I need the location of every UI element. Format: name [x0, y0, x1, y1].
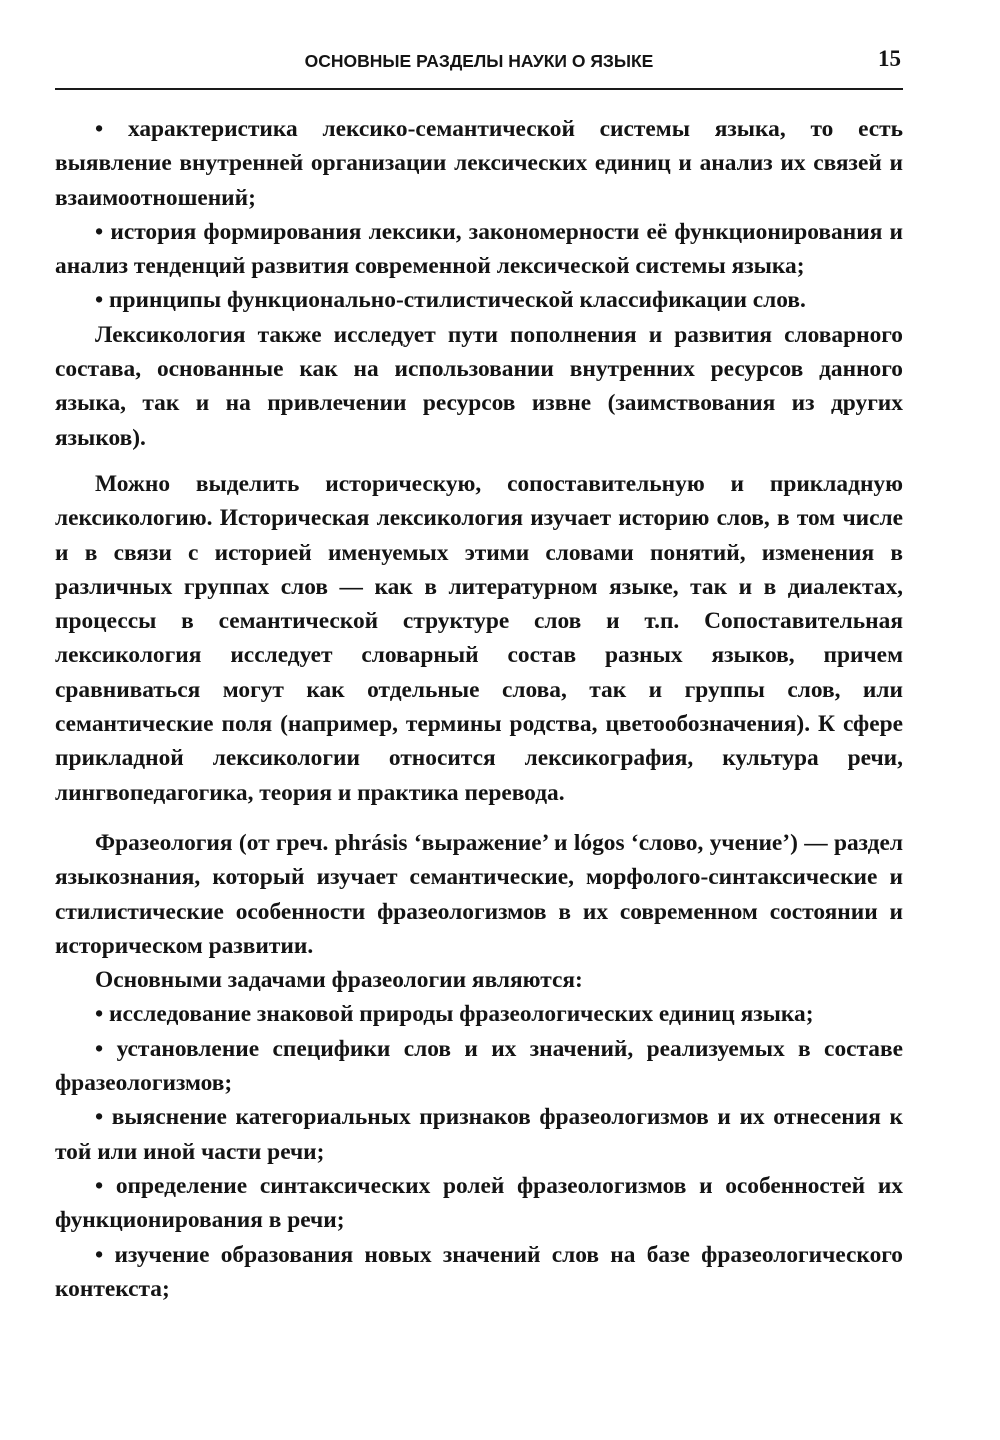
lexicology-bullet-1: • характеристика лексико-семантической системы языка, то есть выявление внутренней организации лексических единиц и анализ их связей и взаимоотношений; [55, 116, 903, 211]
phraseology-task-1: • исследование знаковой природы фразеологических единиц языка; [95, 1001, 814, 1028]
applied-text: лексикологии относится лексикография, культура речи, лингвопедагогика, теория и практика перевода. [55, 745, 903, 806]
paragraph-phraseology-definition [55, 826, 903, 963]
tasks-intro: Основными задачами фразеологии являются: [95, 967, 583, 994]
page-number: 15 [878, 46, 901, 71]
term-comparative: Сопоставительная [704, 608, 903, 635]
running-title: ОСНОВНЫЕ РАЗДЕЛЫ НАУКИ О ЯЗЫКЕ [304, 51, 654, 71]
comparative-text: лексикология исследует словарный состав разных языков, причем сравниваться могут как отдельные слова, так и группы слов, или семантические поля (например, термины родства, цветообозначения). К сфере [55, 642, 903, 738]
phraseology-definition: (от греч. phrásis ‘выражение’ и lógos ‘слово, учение’) — раздел языкознания, который изучает семантические, морфолого-синтаксические и стилистические особенности фразеологизмов в их современном состоянии и историческом развитии. [55, 829, 903, 959]
book-page [55, 40, 903, 1306]
paragraph-lexicology-sources: Лексикология также исследует пути пополнения и развития словарного состава, основанные как на использовании внутренних ресурсов данного языка, так и на привлечении ресурсов извне (заимствования из других языков). [55, 321, 903, 451]
phraseology-task-3: • выяснение категориальных признаков фразеологизмов и их отнесения к той или иной части речи; [55, 1104, 903, 1165]
term-historical: Историческая [219, 505, 370, 532]
paragraph-lexicology-types [55, 467, 903, 810]
page-header [55, 40, 903, 90]
term-phraseology: Фразеология [95, 829, 233, 856]
lexicology-bullet-2: • история формирования лексики, закономерности её функционирования и анализ тенденций развития современной лексической системы языка; [55, 218, 903, 280]
lexicology-bullet-3: • принципы функционально-стилистической классификации слов. [95, 287, 806, 314]
page-body [55, 112, 903, 1306]
historical-text: лексикология изучает историю слов, в том числе и в связи с историей именуемых этими словами понятий, изменения в различных группах слов — как в литературном языке, так и в диалектах, процессы в семантической структуре слов и т.п. [55, 505, 903, 635]
types-intro: Можно выделить историческую, сопоставительную и прикладную лексикологию. [55, 470, 903, 532]
phraseology-task-2: • установление специфики слов и их значений, реализуемых в составе фразеологизмов; [55, 1035, 903, 1097]
phraseology-task-4: • определение синтаксических ролей фразеологизмов и особенностей их функционирования в речи; [55, 1172, 903, 1234]
phraseology-task-5: • изучение образования новых значений слов на базе фразеологического контекста; [55, 1241, 903, 1302]
term-applied: прикладной [55, 745, 184, 772]
